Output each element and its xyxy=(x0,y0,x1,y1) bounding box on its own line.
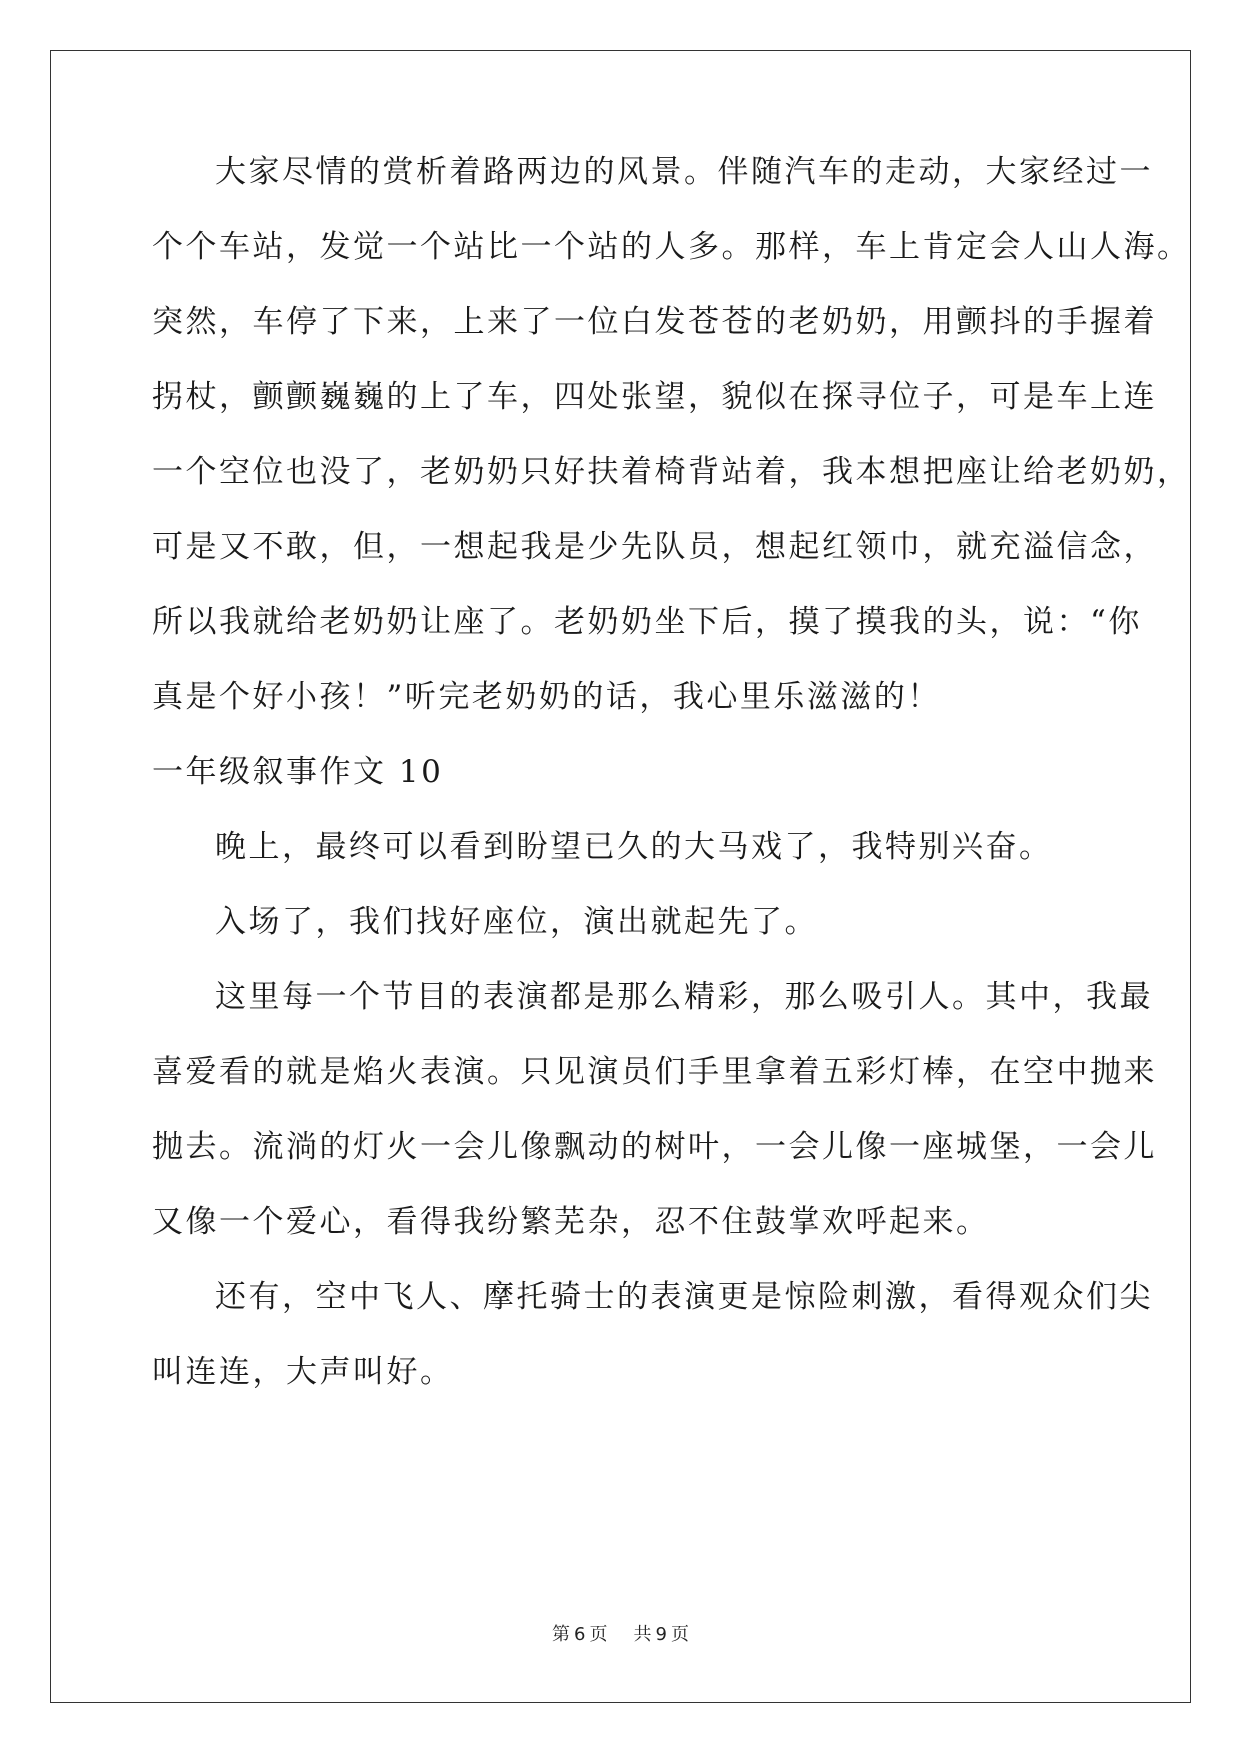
page-border xyxy=(50,50,1191,1703)
paragraph-line: 叫连连，大声叫好。 xyxy=(152,1354,454,1390)
paragraph-line: 大家尽情的赏析着路两边的风景。伴随汽车的走动，大家经过一 xyxy=(215,154,1153,190)
current-page-number: 6 xyxy=(574,1624,586,1645)
paragraph-line: 又像一个爱心，看得我纷繁芜杂，忍不住鼓掌欢呼起来。 xyxy=(152,1204,990,1240)
paragraph-line: 突然，车停了下来，上来了一位白发苍苍的老奶奶，用颤抖的手握着 xyxy=(152,304,1157,340)
paragraph-line: 抛去。流淌的灯火一会儿像飘动的树叶，一会儿像一座城堡，一会儿 xyxy=(152,1129,1157,1165)
total-label-suffix: 页 xyxy=(670,1624,689,1645)
total-label-prefix: 共 xyxy=(633,1624,652,1645)
paragraph-line: 一个空位也没了，老奶奶只好扶着椅背站着，我本想把座让给老奶奶， xyxy=(152,454,1191,490)
paragraph-line: 可是又不敢，但，一想起我是少先队员，想起红领巾，就充溢信念， xyxy=(152,529,1157,565)
paragraph-line: 所以我就给老奶奶让座了。老奶奶坐下后，摸了摸我的头，说：“你 xyxy=(152,604,1142,640)
paragraph-line: 真是个好小孩！”听完老奶奶的话，我心里乐滋滋的！ xyxy=(152,679,941,715)
paragraph-line: 喜爱看的就是焰火表演。只见演员们手里拿着五彩灯棒，在空中抛来 xyxy=(152,1054,1157,1090)
paragraph-line: 晚上，最终可以看到盼望已久的大马戏了，我特别兴奋。 xyxy=(215,829,1053,865)
paragraph-line: 入场了，我们找好座位，演出就起先了。 xyxy=(215,904,818,940)
page-label-prefix: 第 xyxy=(552,1624,571,1645)
page-footer xyxy=(0,1620,1241,1646)
paragraph-line: 这里每一个节目的表演都是那么精彩，那么吸引人。其中，我最 xyxy=(215,979,1153,1015)
section-heading: 一年级叙事作文 10 xyxy=(152,754,444,790)
total-pages-number: 9 xyxy=(655,1624,667,1645)
paragraph-line: 还有，空中飞人、摩托骑士的表演更是惊险刺激，看得观众们尖 xyxy=(215,1279,1153,1315)
page-label-suffix: 页 xyxy=(589,1624,608,1645)
paragraph-line: 个个车站，发觉一个站比一个站的人多。那样，车上肯定会人山人海。 xyxy=(152,229,1191,265)
paragraph-line: 拐杖，颤颤巍巍的上了车，四处张望，貌似在探寻位子，可是车上连 xyxy=(152,379,1157,415)
